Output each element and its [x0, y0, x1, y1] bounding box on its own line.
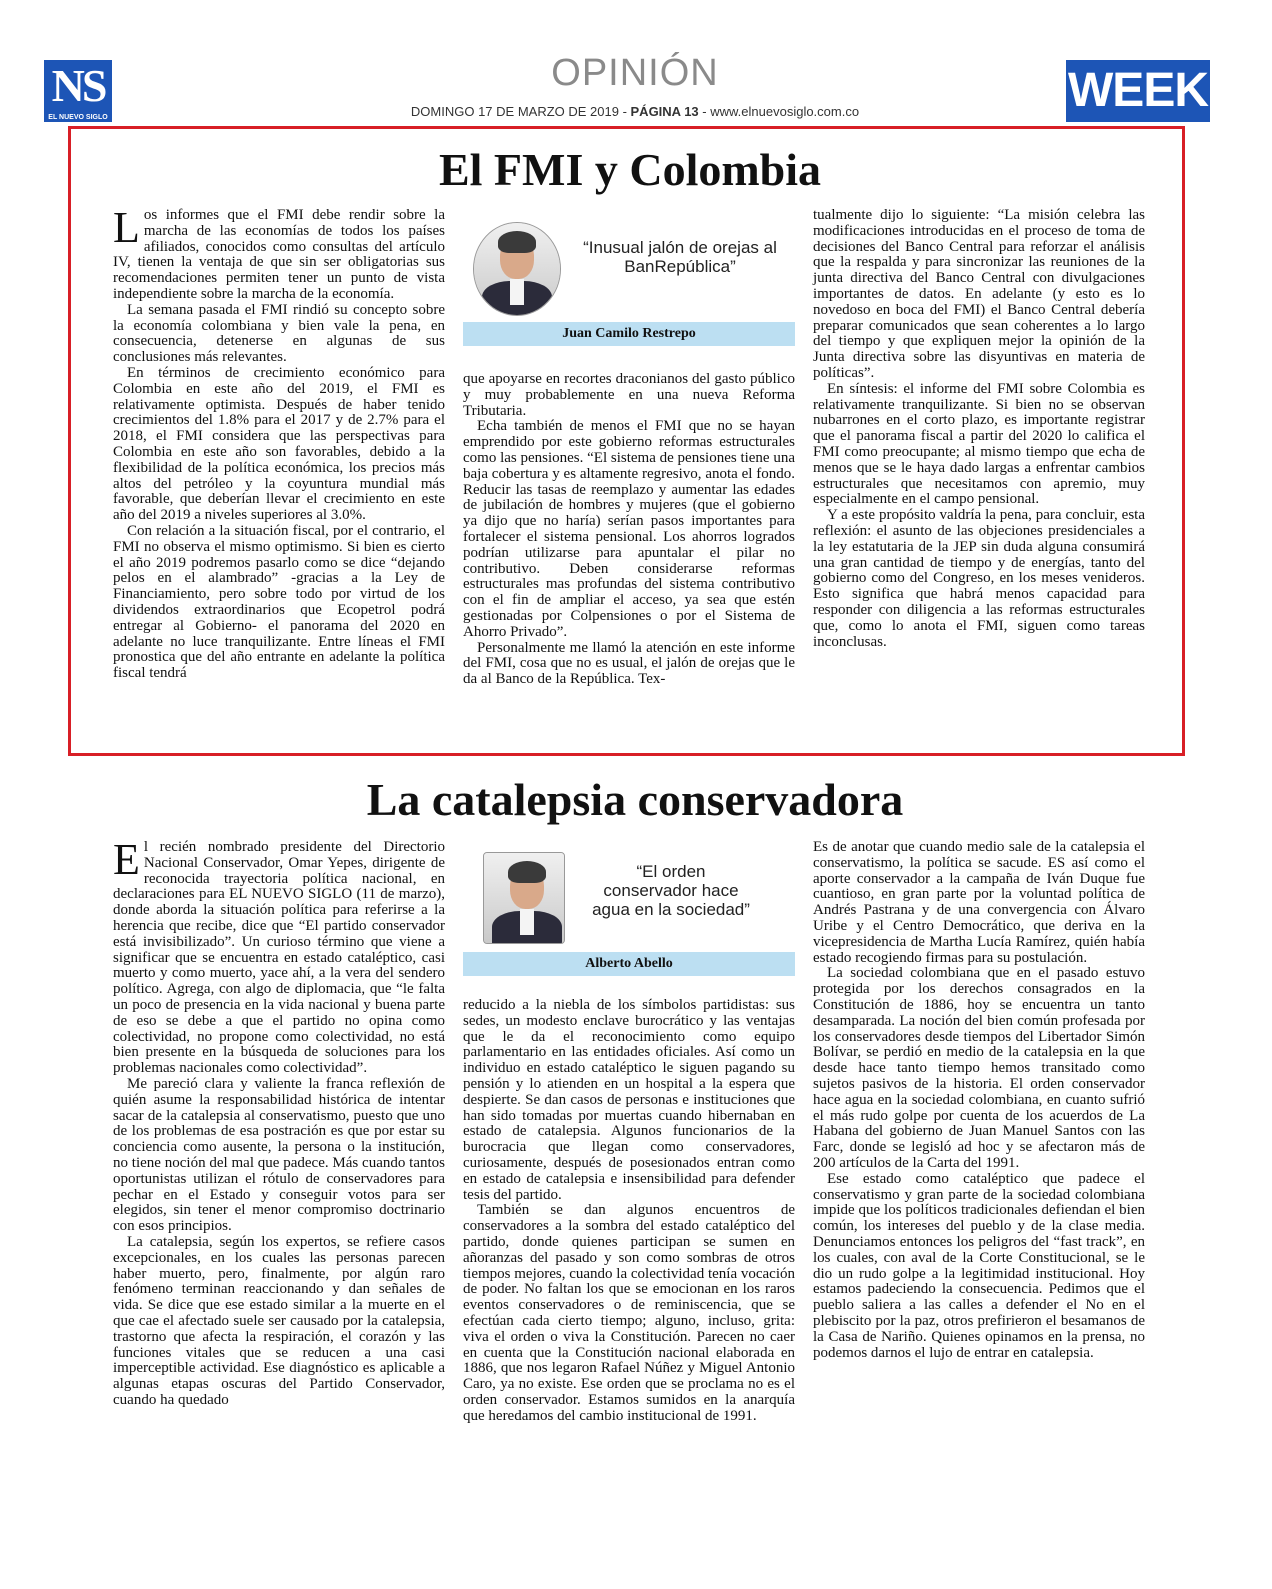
article1-column-3 [813, 208, 1145, 650]
article1-column-1 [113, 203, 445, 682]
author-photo [483, 852, 565, 944]
article1-paragraph: Y a este propósito valdría la pena, para concluir, esta reflexión: el asunto de las objeciones presidenciales a la ley estatutaria de la JEP sin duda alguna consumirá una gran cantidad de tiempo y de energías, tanto del gobierno como del Congreso, en los meses venideros. Esto significa que habrá menos capacidad para responder con diligencia a las reformas estructurales que, como lo anota el FMI, siguen como tareas inconclusas. [813, 507, 1145, 650]
article1-quote-box [463, 214, 795, 350]
pull-quote: “El orden conservador hace agua en la sociedad” [592, 862, 750, 919]
article1-paragraph: En términos de crecimiento económico para Colombia en este año del 2019, el FMI es relativamente optimista. Después de haber tenido crecimientos del 1.8% para el 2017 y de 2.7% para el 2018, el FMI considera que las perspectivas para Colombia en este año son favorables, debido a la flexibilidad de la política económica, los precios más altos del petróleo y la coyuntura mundial más favorable, que deberían llevar el crecimiento en este año del 2019 a niveles superiores al 3.0%. [113, 364, 445, 524]
el-nuevo-siglo-logo[interactable] [44, 60, 112, 122]
week-logo[interactable]: WEEK [1066, 60, 1210, 122]
article1-column-2 [463, 372, 795, 688]
article1-paragraph: Personalmente me llamó la atención en este informe del FMI, cosa que no es usual, el jalón de orejas que le da al Banco de la República. Tex- [463, 639, 795, 688]
article1-paragraph: Los informes que el FMI debe rendir sobre la marcha de las economías de todos los países afiliados, conocidos como consultas del artículo IV, tienen la ventaja de que sin ser obligatorias sus recomendaciones permiten tener un punto de vista independiente sobre la marcha de la economía. [113, 203, 445, 302]
article2-paragraph: También se dan algunos encuentros de conservadores a la sombra del estado cataléptico del partido, donde quienes participan se sumen en añoranzas del pasado y son como sombras de otros tiempos mejores, cuando la colectividad tenía vocación de poder. No faltan los que se emocionan en los raros eventos conservadores o de reminiscencia, que se efectúan cada cierto tiempo; alguno, incluso, grita: viva el orden o viva la Constitución. Parecen no caer en cuenta que la Constitución nacional elaborada en 1886, que nos legaron Rafael Núñez y Miguel Antonio Caro, ya no existe. Ese orden que se proclama no es el orden conservador. Estamos sumidos en la anarquía que heredamos del cambio institucional de 1991. [463, 1202, 795, 1424]
article1-paragraph: tualmente dijo lo siguiente: “La misión celebra las modificaciones introducidas en el proceso de toma de decisiones del Banco Central para reforzar el análisis que la respalda y para sincronizar las reuniones de la junta directiva del Banco Central con divulgaciones importantes de datos. En adelante (y esto es lo novedoso en boca del FMI) el Banco Central debería preparar comunicados que sean coherentes a lo largo del tiempo y que expliquen mejor la opinión de la Junta directiva sobre las disyuntivas en materia de políticas”. [813, 207, 1145, 381]
dateline [360, 104, 910, 119]
logo-ns-letters: NS [51, 60, 105, 111]
author-byline: Alberto Abello [463, 952, 795, 976]
article2-column-3 [813, 840, 1145, 1361]
article1-paragraph: En síntesis: el informe del FMI sobre Colombia es relativamente tranquilizante. Si bien no se observan nubarrones en el corto plazo, es importante registrar que el panorama fiscal a partir del 2020 lo califica el FMI como preocupante; al mismo tiempo que echa de menos que se le haya dado largas a enfrentar cambios estructurales que necesitamos con apremio, muy especialmente en el campo pensional. [813, 380, 1145, 508]
article2-dropcap: E [113, 835, 140, 884]
article2-paragraph: Me pareció clara y valiente la franca reflexión de quién asume la responsabilidad histórica de intentar sacar de la catalepsia al conservatismo, puesto que uno de los problemas de esa postración es que por estar su conciencia como ausente, la persona o la institución, no tiene noción del mal que padece. Más cuando tantos oportunistas utilizan el rótulo de conservadores para pechar en el Estado y conseguir votos para ser elegidos, sin tener el menor compromiso doctrinario con esos principios. [113, 1075, 445, 1235]
article2-paragraph: Es de anotar que cuando medio sale de la catalepsia el conservatismo, la política se sacude. ES así como el aporte conservador a la campaña de Iván Duque fue cuantioso, en gran parte por la voluntad política de Andrés Pastrana y de una convergencia con Álvaro Uribe y el Centro Democrático, que deriva en la vicepresidencia de Martha Lucía Ramírez, quién había estado recogiendo firmas para su postulación. [813, 839, 1145, 966]
article2-paragraph: La catalepsia, según los expertos, se refiere casos excepcionales, en los cuales las personas parecen haber muerto, pero, finalmente, por algún raro fenómeno terminan reaccionando y dan señales de vida. Se dice que ese estado similar a la muerte en el que cae el afectado suele ser causado por la catalepsia, trastorno que afecta la respiración, el corazón y las funciones vitales que se reducen a una casi imperceptible actividad. Ese diagnóstico es aplicable a algunas etapas oscuras del Partido Conservador, cuando ha quedado [113, 1233, 445, 1408]
article2-column-2 [463, 998, 795, 1425]
pull-quote: “Inusual jalón de orejas al BanRepública” [583, 238, 777, 276]
article2-paragraph: reducido a la niebla de los símbolos partidistas: sus sedes, un modesto enclave burocrático y las ventajas que le da el reconocimiento como equipo parlamentario en las entidades oficiales. Así como un individuo en estado cataléptico le siguen pagando su pensión y lo atienden en un hospital a la espera que despierte. Se dan casos de personas e instituciones que han sido tomadas por muertas cuando hibernaban en estado de catalepsia. Algunos funcionarios de la burocracia que llegan como conservadores, curiosamente, después de posesionados entran como en estado de catalepsia e insensibilidad para defender tesis del partido. [463, 997, 795, 1203]
dateline-url: - www.elnuevosiglo.com.co [698, 104, 860, 119]
logo-ns-subtitle: EL NUEVO SIGLO [48, 114, 108, 121]
article2-column-1 [113, 835, 445, 1409]
section-title: OPINIÓN [551, 52, 719, 94]
article1-paragraph: que apoyarse en recortes draconianos del gasto público y muy probablemente en una nueva Reforma Tributaria. [463, 371, 795, 419]
article2-quote-box [463, 846, 795, 976]
article1-headline: El FMI y Colombia [438, 144, 822, 195]
author-photo [473, 222, 561, 316]
dateline-page: PÁGINA 13 [630, 104, 699, 119]
article2-paragraph: El recién nombrado presidente del Directorio Nacional Conservador, Omar Yepes, dirigente de reconocida trayectoria política nacional, en declaraciones para EL NUEVO SIGLO (11 de marzo), donde aborda la situación política para referirse a la herencia que recibe, dice que “El partido conservador está invisibilizado”. Un curioso término que viene a significar que se encuentra en estado cataléptico, casi muerto y como muerto, yace ahí, a la vera del sendero político. Agrega, con algo de diplomacia, que “le falta un poco de presencia en la vida nacional y buena parte de eso se debe a que el partido no opina como colectividad, no propone como colectividad, no está bien presente en la búsqueda de soluciones para los problemas nacionales como colectividad”. [113, 835, 445, 1077]
article1-dropcap: L [113, 203, 140, 252]
article2-paragraph: Ese estado como cataléptico que padece el conservatismo y gran parte de la sociedad colombiana impide que los políticos tradicionales defiendan el bien común, los intereses del pueblo y de la clase media. Denunciamos entonces los peligros del “fast track”, en los cuales, con aval de la Corte Constitucional, se le dio un rudo golpe a la legitimidad institucional. Hoy estamos padeciendo la consecuencia. Pedimos que el pueblo saliera a las calles a defender el No en el plebiscito por la paz, otros prefirieron el besamanos de la Casa de Nariño. Quienes opinamos en la prensa, no podemos darnos el lujo de entrar en catalepsia. [813, 1170, 1145, 1361]
article2-paragraph: La sociedad colombiana que en el pasado estuvo protegida por los derechos consagrados en la Constitución de 1886, hoy se encuentra un tanto desamparada. La noción del bien común profesada por los conservadores desde tiempos del Libertador Simón Bolívar, se perdió en medio de la catalepsia en la que desde hace tanto tiempo hemos transitado como sujetos pasivos de la historia. El orden conservador hace agua en la sociedad colombiana, en cuanto sufrió el más rudo golpe por cuenta de los acuerdos de La Habana del gobierno de Juan Manuel Santos con las Farc, donde se legisló ad hoc y se afectaron más de 200 artículos de la Carta del 1991. [813, 965, 1145, 1171]
article1-paragraph: Echa también de menos el FMI que no se hayan emprendido por este gobierno reformas estructurales como las pensiones. “El sistema de pensiones tiene una baja cobertura y es altamente regresivo, anota el fondo. Reducir las tasas de reemplazo y aumentar las edades de jubilación de hombres y mujeres (que el gobierno ya dijo que no haría) serían pasos importantes para fortalecer el sistema pensional. Los ahorros logrados podrían utilizarse para apuntalar el pilar no contributivo. Deben considerarse reformas estructurales mas profundas del sistema contributivo con el fin de ampliar el acceso, ya sea que estén gestionadas por Colpensiones o por el Sistema de Ahorro Privado”. [463, 418, 795, 640]
dateline-date: DOMINGO 17 DE MARZO DE 2019 - [410, 104, 631, 119]
article1-paragraph: Con relación a la situación fiscal, por el contrario, el FMI no observa el mismo optimismo. Si bien es cierto el año 2019 podremos pasarlo como se dice “dejando pelos en el alambrado” -gracias a la Ley de Financiamiento, pero sobre todo por virtud de los dividendos extraordinarios que Ecopetrol podrá entregar al Gobierno- el panorama del 2020 en adelante no luce tranquilizante. Entre líneas el FMI pronostica que del año entrante en adelante la política fiscal tendrá [113, 522, 445, 682]
article1-paragraph: La semana pasada el FMI rindió su concepto sobre la economía colombiana y bien vale la pena, en consecuencia, detenerse en algunas de sus conclusiones más relevantes. [113, 301, 445, 366]
author-byline: Juan Camilo Restrepo [463, 322, 795, 346]
article2-headline: La catalepsia conservadora [366, 774, 904, 825]
